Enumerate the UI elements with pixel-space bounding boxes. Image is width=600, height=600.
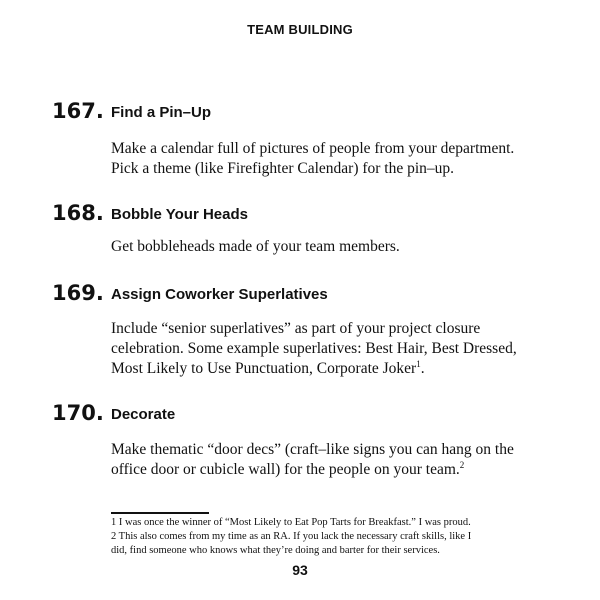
footnote-ref-2: 2: [459, 460, 465, 470]
footnote-line: 1 I was once the winner of “Most Likely to Eat Pop Tarts for Breakfast.” I was proud.: [111, 517, 471, 528]
tip-title: Decorate: [111, 406, 176, 423]
tip-body-line: Include “senior superlatives” as part of your project closure: [111, 320, 481, 337]
tip-body-line: Pick a theme (like Firefighter Calendar) for the pin–up.: [111, 160, 455, 177]
tip-heading: [0, 196, 600, 224]
footnote-divider: [111, 512, 209, 514]
tip-title: Bobble Your Heads: [111, 206, 248, 223]
tip-body: [111, 237, 561, 257]
tip-body: [111, 319, 561, 379]
tip-body-text: office door or cubicle wall) for the people on your team.: [111, 461, 460, 478]
tip-body-line: [111, 359, 561, 379]
footnote-line: did, find someone who knows what they’re doing and barter for their services.: [111, 545, 440, 556]
tip-number: 170.: [52, 401, 104, 425]
tip-title: Find a Pin–Up: [111, 104, 212, 121]
tip-title: Assign Coworker Superlatives: [111, 286, 328, 303]
footnotes: [111, 516, 571, 558]
tip-body-text: Most Likely to Use Punctuation, Corporate Joker: [111, 360, 417, 377]
footnote-ref-1: 1: [416, 359, 421, 369]
tip-body-line: Make thematic “door decs” (craft–like signs you can hang on the: [111, 441, 514, 458]
tip-number: 169.: [52, 281, 104, 305]
footnote-line: 2 This also comes from my time as an RA. If you lack the necessary craft skills, like I: [111, 531, 472, 542]
tip-heading: [0, 276, 600, 304]
tip-body: [111, 440, 561, 480]
tip-body: [111, 139, 561, 179]
tip-number: 167.: [52, 99, 104, 123]
tip-body-line: Make a calendar full of pictures of people from your department.: [111, 140, 515, 157]
tip-heading: [0, 94, 600, 122]
tip-body-line: Get bobbleheads made of your team members.: [111, 238, 400, 255]
tip-heading: [0, 396, 600, 424]
running-header: TEAM BUILDING: [247, 22, 353, 37]
tip-body-line: [111, 460, 561, 480]
tip-number: 168.: [52, 201, 104, 225]
page-number: 93: [292, 562, 308, 578]
tip-body-text: .: [420, 360, 425, 377]
tip-body-line: celebration. Some example superlatives: Best Hair, Best Dressed,: [111, 340, 517, 357]
